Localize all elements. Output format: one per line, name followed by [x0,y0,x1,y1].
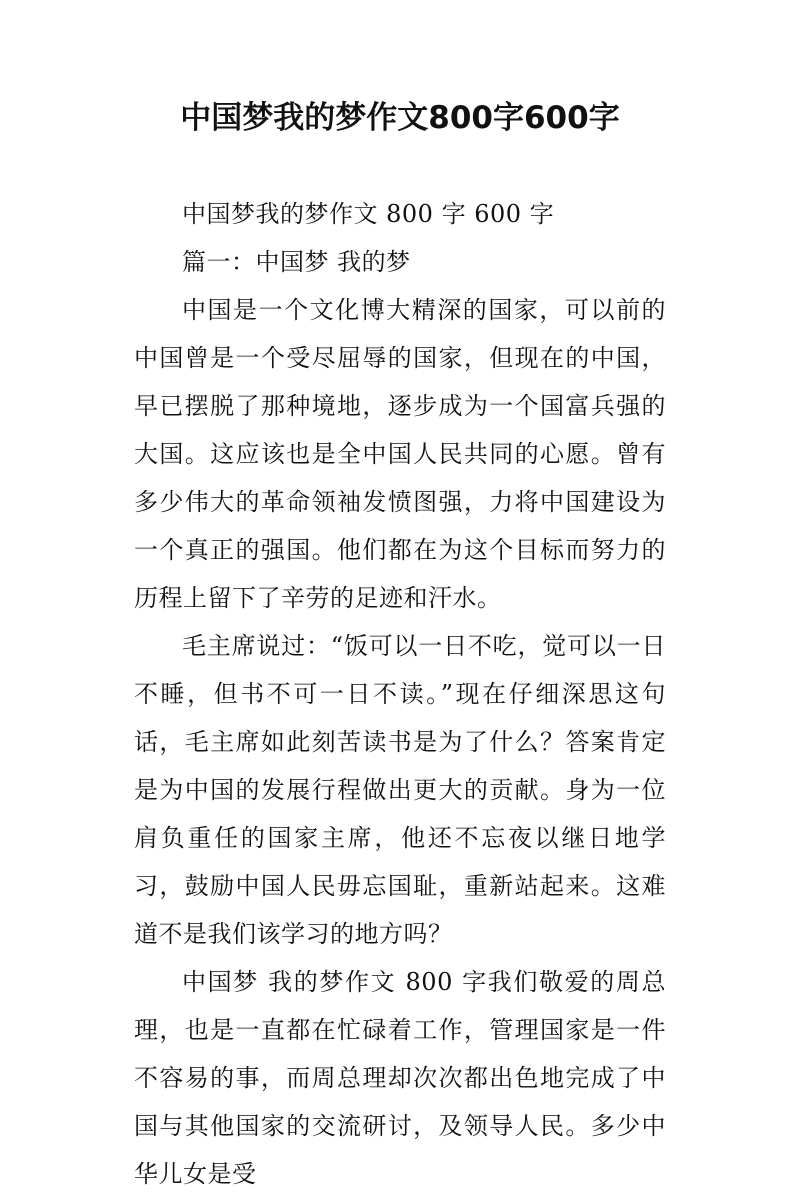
paragraph: 中国梦 我的梦作文 800 字我们敬爱的周总理，也是一直都在忙碌着工作，管理国家是一件不容易的事，而周总理却次次都出色地完成了中国与其他国家的交流研讨，及领导人民。多少中华儿女是受 [134,968,666,1188]
document-title: 中国梦我的梦作文800字600字 [180,100,620,136]
subtitle-line: 中国梦我的梦作文 800 字 600 字 [182,200,555,228]
paragraph: 毛主席说过：“饭可以一日不吃，觉可以一日不睡，但书不可一日不读。”现在仔细深思这句话，毛主席如此刻苦读书是为了什么？答案肯定是为中国的发展行程做出更大的贡献。身为一位肩负重任的国家主席，他还不忘夜以继日地学习，鼓励中国人民毋忘国耻，重新站起来。这难道不是我们该学习的地方吗？ [134,632,666,948]
paragraph: 中国是一个文化博大精深的国家，可以前的中国曾是一个受尽屈辱的国家，但现在的中国，早已摆脱了那种境地，逐步成为一个国富兵强的大国。这应该也是全中国人民共同的心愿。曾有多少伟大的革命领袖发愤图强，力将中国建设为一个真正的强国。他们都在为这个目标而努力的历程上留下了辛劳的足迹和汗水。 [134,296,666,612]
section-heading: 篇一：中国梦 我的梦 [182,248,411,276]
document-body [134,190,666,1198]
